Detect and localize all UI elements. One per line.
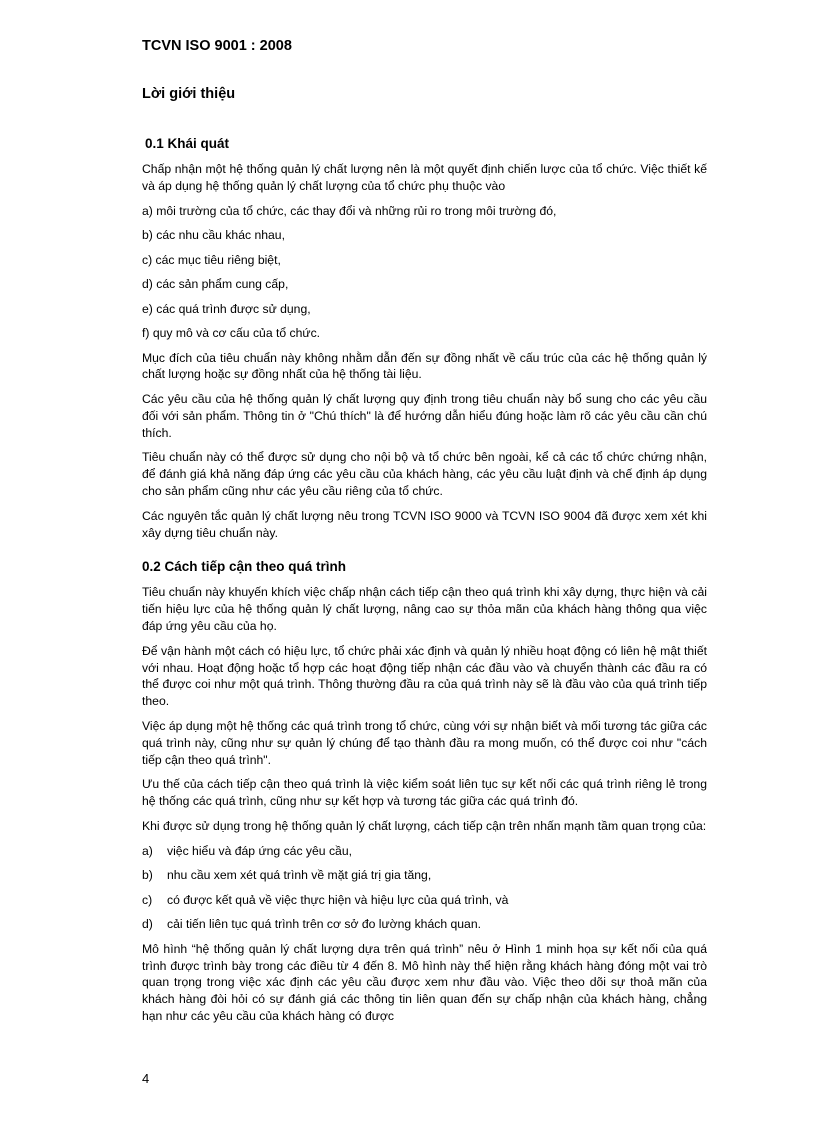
paragraph: Chấp nhận một hệ thống quản lý chất lượng nên là một quyết định chiến lược của tổ chức. Việc thiết kế và áp dụng hệ thống quản lý chất lượng của tổ chức phụ thuộc vào bbox=[142, 162, 707, 193]
list-item bbox=[142, 843, 707, 860]
paragraph: Mục đích của tiêu chuẩn này không nhằm dẫn đến sự đồng nhất về cấu trúc của các hệ thống quản lý chất lượng hoặc sự đồng nhất của hệ thống tài liệu. bbox=[142, 350, 707, 382]
paragraph: Các nguyên tắc quản lý chất lượng nêu trong TCVN ISO 9000 và TCVN ISO 9004 đã được xem xét khi xây dựng tiêu chuẩn này. bbox=[142, 508, 707, 540]
standard-header: TCVN ISO 9001 : 2008 bbox=[142, 38, 292, 54]
list-item bbox=[142, 867, 707, 884]
list-marker: a) bbox=[142, 843, 153, 858]
list-item-text: cải tiến liên tục quá trình trên cơ sở đo lường khách quan. bbox=[167, 917, 481, 932]
paragraph: Để vận hành một cách có hiệu lực, tổ chức phải xác định và quản lý nhiều hoạt động có liên hệ mật thiết với nhau. Hoạt động hoặc tổ hợp các hoạt động tiếp nhận các đầu vào và chuyển thành các đầu ra có thể được coi như một quá trình. Thông thường đầu ra của quá trình này sẽ là đầu vào của quá trình tiếp theo. bbox=[142, 643, 707, 709]
list-item-text: nhu cầu xem xét quá trình về mặt giá trị gia tăng, bbox=[167, 868, 432, 883]
paragraph: Khi được sử dụng trong hệ thống quản lý chất lượng, cách tiếp cận trên nhấn mạnh tầm quan trọng của: bbox=[142, 819, 707, 834]
list-item-text: có được kết quả về việc thực hiện và hiệu lực của quá trình, và bbox=[167, 892, 509, 907]
paragraph: Việc áp dụng một hệ thống các quá trình trong tổ chức, cùng với sự nhận biết và mối tương tác giữa các quá trình này, cũng như sự quản lý chúng để tạo thành đầu ra mong muốn, có thể được coi như "cách tiếp cận theo quá trình". bbox=[142, 719, 707, 767]
list-item: f) quy mô và cơ cấu của tổ chức. bbox=[142, 326, 321, 341]
list-item: a) môi trường của tổ chức, các thay đổi và những rủi ro trong môi trường đó, bbox=[142, 203, 557, 218]
paragraph: Ưu thế của cách tiếp cận theo quá trình là việc kiểm soát liên tục sự kết nối các quá trình riêng lẻ trong hệ thống các quá trình, cũng như sự kết hợp và tương tác giữa các quá trình đó. bbox=[142, 777, 707, 809]
list-item bbox=[142, 916, 707, 933]
paragraph: Tiêu chuẩn này khuyến khích việc chấp nhận cách tiếp cận theo quá trình khi xây dựng, thực hiện và cải tiến hiệu lực của hệ thống quản lý chất lượng, nâng cao sự thỏa mãn của khách hàng thông qua việc đáp ứng yêu cầu của họ. bbox=[142, 585, 707, 634]
list-item: c) các mục tiêu riêng biệt, bbox=[142, 252, 281, 267]
list-marker: b) bbox=[142, 868, 153, 883]
list-item: e) các quá trình được sử dụng, bbox=[142, 301, 311, 316]
page-number: 4 bbox=[142, 1071, 150, 1086]
document-body bbox=[142, 135, 707, 1033]
list-item-text: việc hiểu và đáp ứng các yêu cầu, bbox=[167, 843, 352, 858]
list-marker: d) bbox=[142, 917, 153, 932]
list-marker: c) bbox=[142, 892, 153, 907]
section-heading-0-2: 0.2 Cách tiếp cận theo quá trình bbox=[142, 559, 347, 575]
list-item bbox=[142, 892, 707, 909]
list-item: b) các nhu cầu khác nhau, bbox=[142, 228, 285, 243]
paragraph: Mô hình “hệ thống quản lý chất lượng dựa trên quá trình” nêu ở Hình 1 minh họa sự kết nối của quá trình được trình bày trong các điều từ 4 đến 8. Mô hình này thể hiện rằng khách hàng đóng một vai trò quan trọng trong việc xác định các yêu cầu được xem như đầu vào. Việc theo dõi sự thoả mãn của khách hàng đòi hỏi có sự đánh giá các thông tin liên quan đến sự chấp nhận của khách hàng, chẳng hạn như các yêu cầu của khách hàng có được bbox=[142, 941, 707, 1023]
paragraph: Tiêu chuẩn này có thể được sử dụng cho nội bộ và tổ chức bên ngoài, kể cả các tổ chức chứng nhận, để đánh giá khả năng đáp ứng các yêu cầu của khách hàng, các yêu cầu luật định và chế định áp dụng cho sản phẩm cũng như các yêu cầu riêng của tổ chức. bbox=[142, 450, 707, 499]
list-item: d) các sản phẩm cung cấp, bbox=[142, 277, 289, 292]
paragraph: Các yêu cầu của hệ thống quản lý chất lượng quy định trong tiêu chuẩn này bổ sung cho các yêu cầu đối với sản phẩm. Thông tin ở "Chú thích" là để hướng dẫn hiểu đúng hoặc làm rõ các yêu cầu cần chú thích. bbox=[142, 392, 707, 440]
section-heading-0-1: 0.1 Khái quát bbox=[145, 136, 230, 151]
page-title: Lời giới thiệu bbox=[142, 86, 236, 102]
